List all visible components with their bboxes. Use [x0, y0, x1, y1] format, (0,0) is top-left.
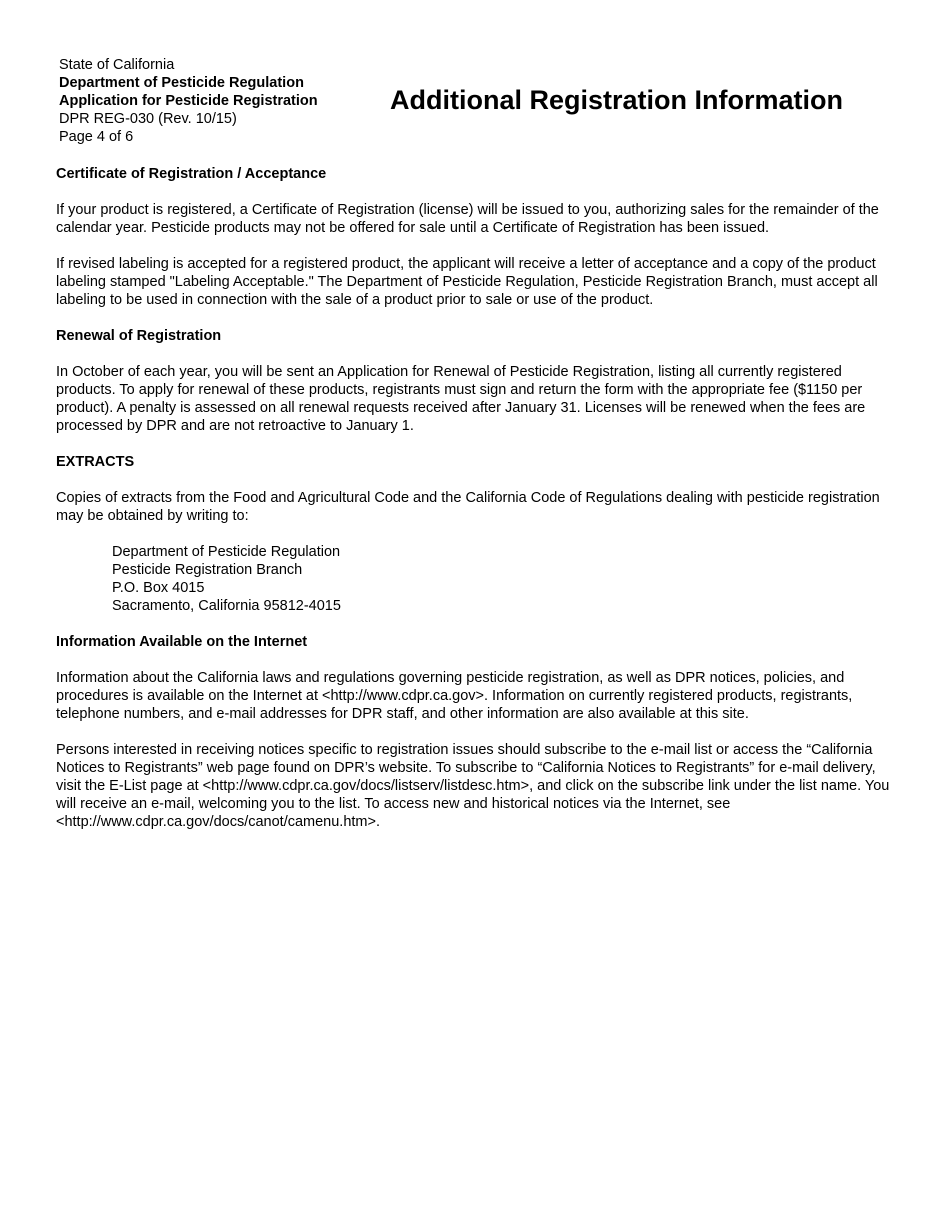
address-line-2: Pesticide Registration Branch	[112, 562, 303, 578]
internet-heading: Information Available on the Internet	[56, 634, 308, 650]
certificate-paragraph-2: If revised labeling is accepted for a registered product, the applicant will receive a letter of acceptance and a copy of the product labeling stamped "Labeling Acceptable." The Department of Pesticide Regulation, Pesticide Registration Branch, must accept all labeling to be used in connection with the sale of a product prior to sale or use of the product.	[56, 256, 878, 308]
extracts-heading: EXTRACTS	[56, 454, 135, 470]
application-label: Application for Pesticide Registration	[59, 93, 318, 109]
page-number: Page 4 of 6	[59, 129, 134, 145]
certificate-heading: Certificate of Registration / Acceptance	[56, 166, 327, 182]
state-label: State of California	[59, 57, 175, 73]
mailing-address	[112, 543, 898, 615]
department-label: Department of Pesticide Regulation	[59, 75, 304, 91]
form-number: DPR REG-030 (Rev. 10/15)	[59, 111, 237, 127]
document-body	[56, 165, 898, 849]
renewal-paragraph: In October of each year, you will be sent an Application for Renewal of Pesticide Registration, listing all currently registered products. To apply for renewal of these products, registrants must sign and return the form with the appropriate fee ($1150 per product). A penalty is assessed on all renewal requests received after January 31. Licenses will be renewed when the fees are processed by DPR and are not retroactive to January 1.	[56, 364, 866, 434]
address-line-3: P.O. Box 4015	[112, 580, 205, 596]
certificate-paragraph-1: If your product is registered, a Certificate of Registration (license) will be issued to you, authorizing sales for the remainder of the calendar year. Pesticide products may not be offered for sale until a Certificate of Registration has been issued.	[56, 202, 879, 236]
address-line-1: Department of Pesticide Regulation	[112, 544, 341, 560]
internet-paragraph-1: Information about the California laws and regulations governing pesticide registration, as well as DPR notices, policies, and procedures is available on the Internet at <http://www.cdpr.ca.gov>. Information on currently registered products, registrants, telephone numbers, and e-mail addresses for DPR staff, and other information are also available at this site.	[56, 670, 853, 722]
internet-paragraph-2: Persons interested in receiving notices specific to registration issues should subscribe to the e-mail list or access the “California Notices to Registrants” web page found on DPR’s website. To subscribe to “California Notices to Registrants” for e-mail delivery, visit the E-List page at <http://www.cdpr.ca.gov/docs/listserv/listdesc.htm>, and click on the subscribe link under the list name. You will receive an e-mail, welcoming you to the list. To access new and historical notices via the Internet, see <http://www.cdpr.ca.gov/docs/canot/camenu.htm>.	[56, 742, 890, 830]
form-header	[59, 56, 318, 146]
address-line-4: Sacramento, California 95812-4015	[112, 598, 341, 614]
renewal-heading: Renewal of Registration	[56, 328, 222, 344]
extracts-paragraph: Copies of extracts from the Food and Agricultural Code and the California Code of Regulations dealing with pesticide registration may be obtained by writing to:	[56, 490, 880, 524]
page-title: Additional Registration Information	[390, 85, 843, 115]
